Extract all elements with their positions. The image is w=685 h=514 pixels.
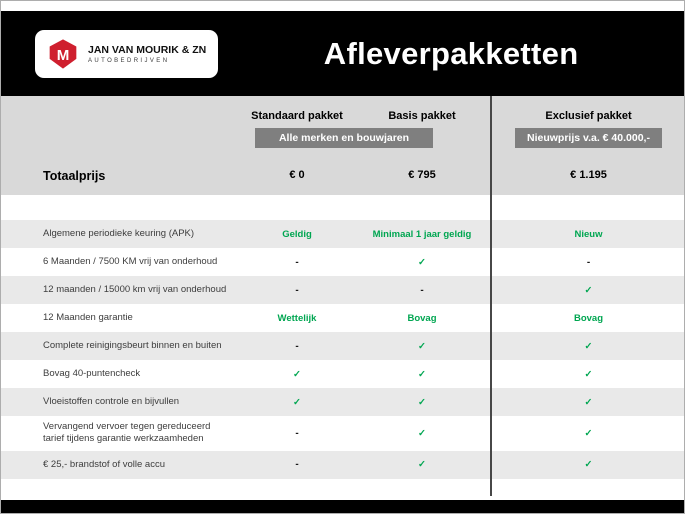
row-label: 6 Maanden / 7500 KM vrij van onderhoud	[43, 255, 218, 267]
logo-text	[88, 44, 206, 64]
total-value-exclusief: € 1.195	[570, 169, 607, 181]
page-title: Afleverpakketten	[323, 35, 579, 71]
row-cell: Nieuw	[574, 228, 603, 240]
row-cell: ✓	[584, 284, 593, 296]
row-cell: ✓	[418, 256, 426, 268]
row-cell: Geldig	[282, 228, 312, 240]
row-cell: -	[586, 256, 591, 268]
total-label: Totaalprijs	[43, 169, 106, 183]
badge-alle-merken: Alle merken en bouwjaren	[255, 128, 433, 148]
table-header-band	[1, 96, 684, 195]
row-cell: ✓	[584, 340, 593, 352]
logo-monogram-icon	[47, 38, 79, 70]
row-cell: ✓	[418, 459, 426, 471]
badge-row	[1, 128, 684, 148]
row-label: 12 Maanden garantie	[43, 311, 133, 323]
row-cell: ✓	[584, 459, 593, 471]
table-row	[1, 248, 684, 276]
table-row	[1, 451, 684, 479]
spacer	[1, 128, 241, 148]
row-cell: -	[295, 256, 299, 268]
row-label: Algemene periodieke keuring (APK)	[43, 227, 195, 239]
row-label: Complete reinigingsbeurt binnen en buiten	[43, 339, 222, 351]
company-logo	[35, 30, 218, 78]
row-cell: ✓	[584, 396, 593, 408]
row-cell: Bovag	[573, 312, 604, 324]
column-divider	[490, 96, 492, 496]
logo-company-subtitle: AUTOBEDRIJVEN	[88, 57, 170, 64]
spacer	[1, 195, 684, 220]
feature-rows	[1, 220, 684, 479]
row-cell: -	[295, 427, 299, 439]
row-cell: ✓	[584, 427, 593, 439]
row-cell: Minimaal 1 jaar geldig	[372, 228, 472, 240]
badge-nieuwprijs: Nieuwprijs v.a. € 40.000,-	[515, 128, 662, 148]
top-bar	[1, 11, 684, 96]
column-header-exclusief: Exclusief pakket	[545, 110, 632, 122]
table-row	[1, 416, 684, 451]
row-cell: -	[420, 284, 424, 296]
table-row	[1, 360, 684, 388]
table-row	[1, 220, 684, 248]
row-label: € 25,- brandstof of volle accu	[43, 458, 165, 470]
row-cell: ✓	[293, 368, 301, 380]
row-cell: ✓	[418, 368, 426, 380]
logo-monogram-letter: M	[56, 46, 70, 64]
total-value-basis: € 795	[408, 169, 436, 181]
row-cell: Bovag	[407, 312, 437, 324]
row-cell: -	[295, 284, 299, 296]
row-label: Vloeistoffen controle en bijvullen	[43, 395, 180, 407]
package-table	[1, 96, 684, 500]
row-label: 12 maanden / 15000 km vrij van onderhoud	[43, 283, 227, 295]
row-label: Bovag 40-puntencheck	[43, 367, 141, 379]
table-row	[1, 276, 684, 304]
row-label: Vervangend vervoer tegen gereduceerd tarief tijdens garantie werkzaamheden	[43, 421, 211, 445]
bottom-bar	[1, 500, 684, 513]
row-cell: ✓	[418, 396, 426, 408]
total-value-standaard: € 0	[289, 169, 305, 181]
row-cell: ✓	[418, 340, 426, 352]
logo-company-name: JAN VAN MOURIK & ZN	[88, 43, 207, 56]
row-cell: Wettelijk	[277, 312, 317, 324]
total-row	[1, 161, 684, 185]
column-header-basis: Basis pakket	[388, 110, 456, 122]
column-headers	[1, 110, 684, 122]
row-cell: ✓	[584, 368, 593, 380]
row-cell: ✓	[293, 396, 301, 408]
row-cell: -	[295, 340, 299, 352]
row-cell: ✓	[418, 427, 426, 439]
row-cell: -	[295, 459, 299, 471]
table-row	[1, 304, 684, 332]
column-header-standaard: Standaard pakket	[251, 110, 343, 122]
table-row	[1, 332, 684, 360]
spacer	[1, 110, 241, 122]
table-row	[1, 388, 684, 416]
